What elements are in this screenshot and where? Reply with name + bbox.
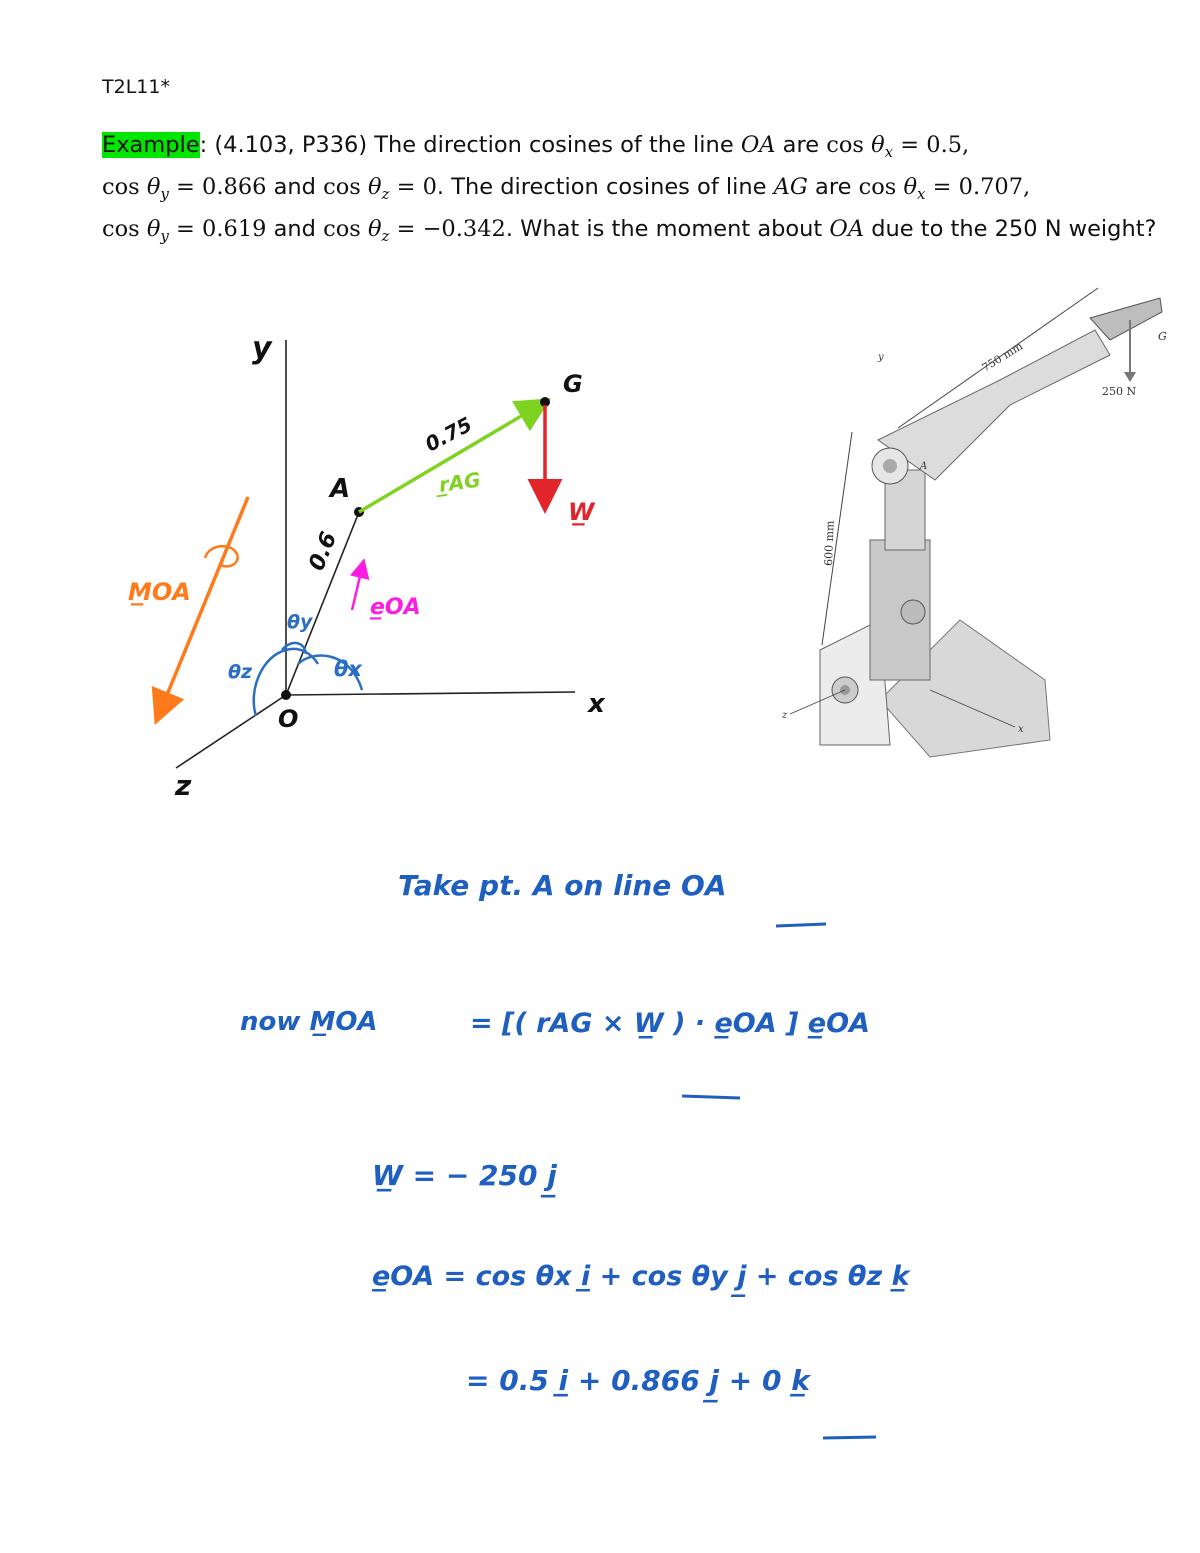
x-axis-label: x [588,689,605,719]
note-underline-1 [776,924,826,926]
point-g-label: G [563,370,583,398]
robot-forearm [878,330,1110,480]
photo-z-label: z [782,710,788,721]
note-underline-3 [823,1437,876,1438]
origin-label: O [278,705,299,733]
handwritten-notes [240,869,912,1438]
point-o [281,690,291,700]
shoulder-hole-icon [883,459,897,473]
elbow-joint-icon [901,600,925,624]
photo-y-label: y [878,352,884,363]
load-arrow-head-icon [1124,372,1136,382]
unit-vector-eoa [352,568,362,610]
robot-gripper [1090,298,1162,340]
robot-arm-figure [781,288,1167,757]
theta-y-label: θy [287,611,313,633]
x-axis [286,692,575,695]
z-axis [176,695,286,768]
photo-a-label: A [920,461,928,472]
document-id: T2L11* [102,76,170,98]
point-a-label: A [330,474,351,504]
length-oa-label: 0.6 [304,528,343,575]
example-label: Example [102,132,200,158]
note-line-2-lhs: now M̲OA [240,1007,378,1037]
load-label: 250 N [1102,385,1137,398]
dimension-600-label: 600 mm [822,520,837,567]
dimension-750-label: 750 mm [979,339,1026,375]
weight-vector-label: W̲ [568,498,595,526]
theta-x-label: θx [334,657,362,681]
length-ag-label: 0.75 [421,412,476,457]
theta-z-label: θz [228,661,253,683]
z-axis-label: z [175,769,192,802]
moment-vector-label: M̲OA [128,578,191,606]
vector-rag-label: r̲AG [437,467,483,497]
problem-statement: Example: (4.103, P336) The direction cosines of the line OA are $\cos \theta_x = 0.5$, $\cos \theta_y = 0.866$ and $\cos \theta_z = 0$. The direction cosines of line AG are $\cos \theta_x = 0.707$, $\cos \theta_y = 0.619$ and $\cos \theta_z = -0.342$. What is the moment about OA due to the 250 N weight? [102,132,1157,245]
note-line-3: W̲ = − 250 j̲ [372,1159,557,1192]
note-line-5: = 0.5 i̲ + 0.866 j̲ + 0 k̲ [466,1364,810,1397]
photo-g-label: G [1158,330,1167,343]
y-axis-label: y [252,331,272,366]
note-line-4: e̲OA = cos θx i̲ + cos θy j̲ + cos θz k̲ [372,1261,910,1292]
note-line-2-rhs: = [( rAG × W̲ ) · e̲OA ] e̲OA [470,1008,870,1039]
note-line-1: Take pt. A on line OA [398,869,727,902]
note-underline-2 [682,1096,740,1098]
photo-x-label: x [1018,724,1024,735]
unit-vector-eoa-label: e̲OA [370,595,421,620]
